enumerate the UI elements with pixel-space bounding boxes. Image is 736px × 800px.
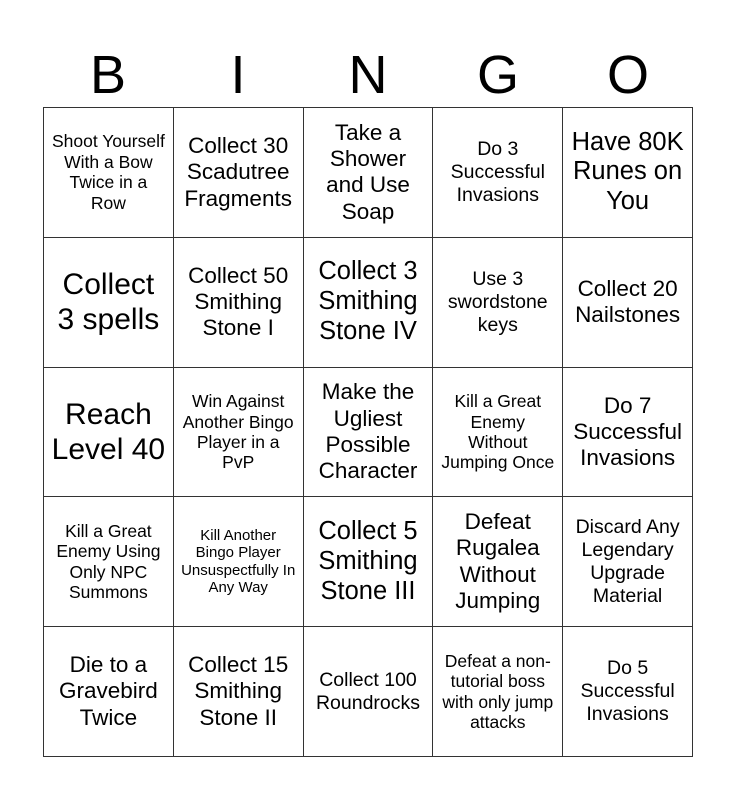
bingo-cell[interactable] — [563, 238, 693, 368]
bingo-cell[interactable] — [304, 627, 434, 757]
cell-label: Make the Ugliest Possible Character — [318, 379, 418, 484]
header-letter-n: N — [348, 45, 388, 105]
bingo-cell[interactable] — [44, 497, 174, 627]
bingo-cell[interactable] — [304, 108, 434, 238]
cell-label: Collect 30 Scadutree Fragments — [184, 132, 292, 211]
cell-label: Reach Level 40 — [51, 397, 166, 466]
cell-label: Kill Another Bingo Player Unsuspectfully In Any Way — [181, 526, 296, 597]
cell-label: Have 80K Runes on You — [571, 127, 684, 216]
bingo-board — [43, 107, 693, 757]
bingo-cell[interactable] — [304, 497, 434, 627]
cell-label: Collect 20 Nailstones — [575, 275, 681, 328]
cell-label: Kill a Great Enemy Without Jumping Once — [441, 391, 555, 473]
cell-label: Kill a Great Enemy Using Only NPC Summons — [56, 520, 161, 603]
bingo-cell[interactable] — [433, 627, 563, 757]
bingo-cell[interactable] — [563, 108, 693, 238]
cell-label: Collect 100 Roundrocks — [315, 668, 421, 714]
bingo-cell[interactable] — [433, 497, 563, 627]
bingo-cell[interactable] — [433, 368, 563, 498]
bingo-cell[interactable] — [563, 368, 693, 498]
bingo-cell[interactable] — [304, 368, 434, 498]
bingo-header — [43, 44, 693, 106]
cell-label: Shoot Yourself With a Bow Twice in a Row — [51, 131, 165, 213]
bingo-cell[interactable] — [433, 108, 563, 238]
header-letter-g: G — [476, 45, 519, 105]
bingo-cell[interactable] — [174, 108, 304, 238]
header-letter-i: I — [230, 45, 246, 105]
cell-label: Collect 3 Smithing Stone IV — [318, 257, 418, 346]
bingo-cell[interactable] — [44, 238, 174, 368]
bingo-cell[interactable] — [563, 627, 693, 757]
cell-label: Take a Shower and Use Soap — [326, 119, 410, 224]
header-letter-o: O — [606, 45, 649, 105]
cell-label: Do 3 Successful Invasions — [450, 138, 545, 206]
bingo-cell[interactable] — [563, 497, 693, 627]
bingo-cell[interactable] — [174, 238, 304, 368]
cell-label: Discard Any Legendary Upgrade Material — [575, 516, 680, 607]
bingo-cell[interactable] — [44, 108, 174, 238]
bingo-cell[interactable] — [433, 238, 563, 368]
header-letter-b: B — [89, 45, 127, 105]
bingo-cell[interactable] — [174, 497, 304, 627]
cell-label: Defeat a non-tutorial boss with only jump attacks — [442, 650, 554, 733]
cell-label: Collect 15 Smithing Stone II — [188, 652, 289, 730]
cell-label: Win Against Another Bingo Player in a PvP — [182, 391, 294, 473]
cell-label: Collect 50 Smithing Stone I — [188, 262, 289, 341]
bingo-cell[interactable] — [304, 238, 434, 368]
cell-label: Use 3 swordstone keys — [447, 267, 548, 336]
cell-label: Do 5 Successful Invasions — [580, 657, 675, 725]
bingo-cell[interactable] — [174, 368, 304, 498]
bingo-cell[interactable] — [44, 368, 174, 498]
bingo-cell[interactable] — [44, 627, 174, 757]
cell-label: Collect 3 spells — [57, 268, 160, 337]
bingo-cell[interactable] — [174, 627, 304, 757]
cell-label: Die to a Gravebird Twice — [59, 652, 158, 730]
cell-label: Defeat Rugalea Without Jumping — [455, 509, 541, 614]
cell-label: Collect 5 Smithing Stone III — [318, 517, 418, 605]
cell-label: Do 7 Successful Invasions — [573, 392, 682, 471]
